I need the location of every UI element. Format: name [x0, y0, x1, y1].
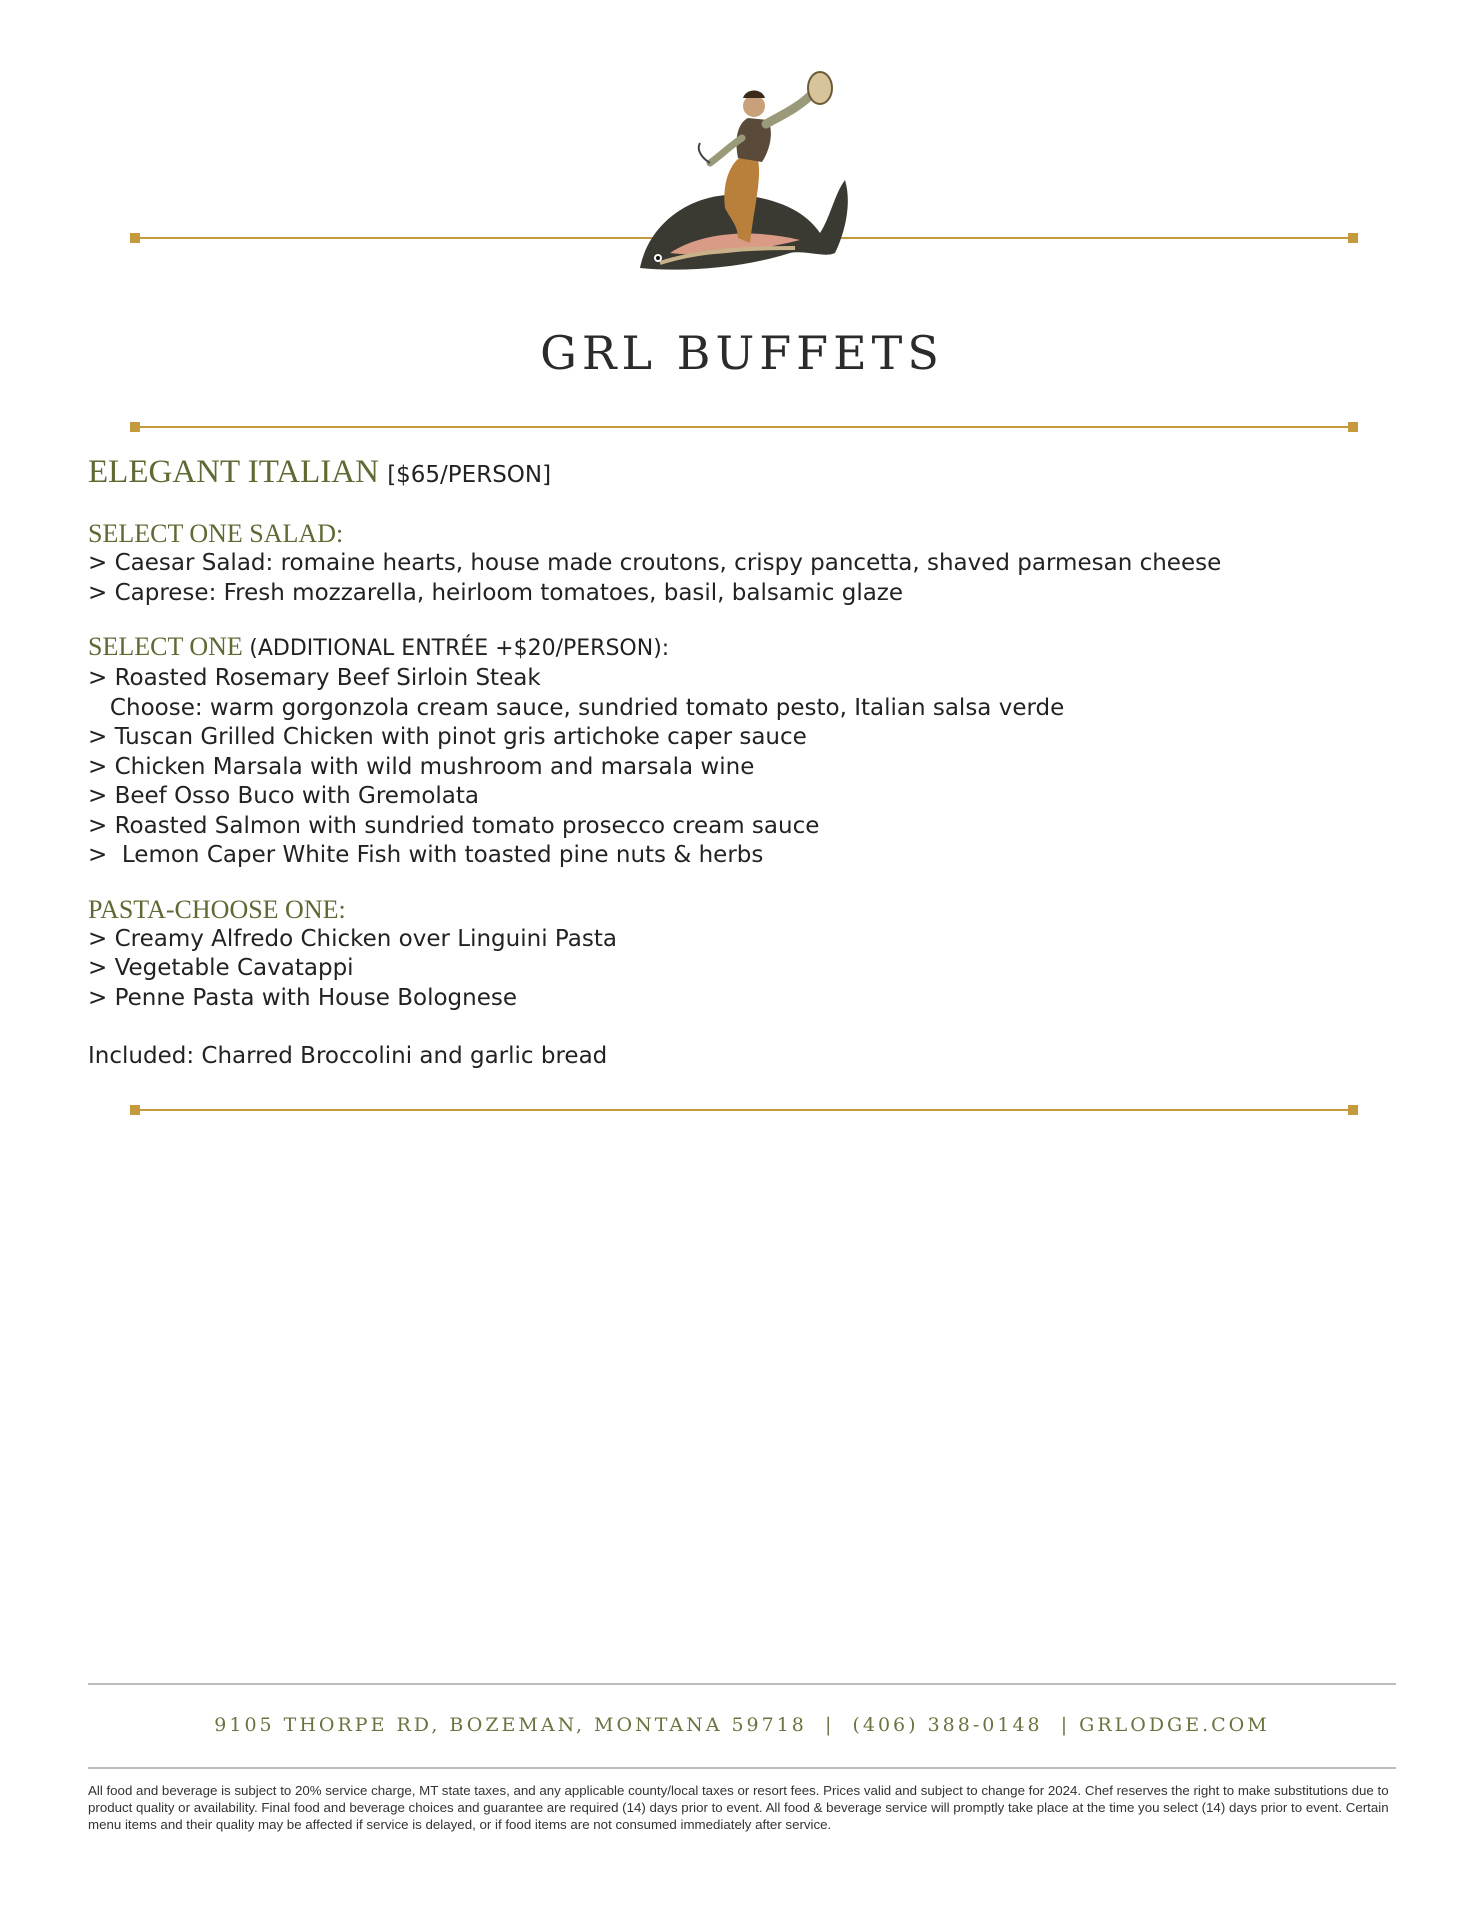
included-note: Included: Charred Broccolini and garlic bread: [88, 1043, 608, 1069]
footer-divider-top: [88, 1683, 1396, 1685]
cowboy-riding-trout-logo: [630, 68, 860, 278]
list-item: > Tuscan Grilled Chicken with pinot gris artichoke caper sauce: [88, 724, 807, 750]
list-item: > Chicken Marsala with wild mushroom and marsala wine: [88, 753, 755, 780]
list-item: > Roasted Rosemary Beef Sirloin Steak: [88, 665, 541, 691]
footer-disclaimer: All food and beverage is subject to 20% service charge, MT state taxes, and any applicable county/local taxes or resort fees. Prices valid and subject to change for 2024. Chef reserves the right to make substitutions due to product quality or availability. Final food and beverage choices and guarantee are required (14) days prior to event. All food & beverage service will promptly take place at the time you select (14) days prior to event. Certain menu items and their quality may be affected if service is delayed, or if food items are not consumed immediately after service.: [88, 1783, 1389, 1832]
footer-address: 9105 THORPE RD, BOZEMAN, MONTANA 59718 | (406) 388-0148 | GRLODGE.COM: [214, 1714, 1270, 1736]
list-item: > Caprese: Fresh mozzarella, heirloom tomatoes, basil, balsamic glaze: [88, 579, 904, 606]
entree-list: [88, 664, 1388, 871]
entree-heading: [88, 632, 1388, 664]
list-item: > Caesar Salad: romaine hearts, house made croutons, crispy pancetta, shaved parmesan cheese: [88, 550, 1222, 576]
pasta-heading: PASTA-CHOOSE ONE:: [88, 894, 346, 924]
bottom-rule: [132, 1109, 1356, 1111]
menu-name: ELEGANT ITALIAN: [88, 454, 379, 490]
list-item: > Penne Pasta with House Bolognese: [88, 984, 518, 1011]
list-item: > Vegetable Cavatappi: [88, 955, 354, 981]
list-item: > Creamy Alfredo Chicken over Linguini Pasta: [88, 925, 617, 952]
salad-list: [88, 549, 1388, 608]
entree-heading-label: SELECT ONE: [88, 632, 243, 661]
list-item: Choose: warm gorgonzola cream sauce, sundried tomato pesto, Italian salsa verde: [88, 694, 1065, 721]
menu-content: [88, 452, 1388, 1071]
menu-price: [$65/PERSON]: [387, 462, 552, 488]
page-title: GRL BUFFETS: [540, 326, 944, 380]
title-rule: [132, 426, 1356, 428]
list-item: > Roasted Salmon with sundried tomato prosecco cream sauce: [88, 812, 820, 839]
list-item: > Beef Osso Buco with Gremolata: [88, 783, 480, 809]
entree-heading-note: (ADDITIONAL ENTRÉE +$20/PERSON):: [249, 636, 670, 661]
salad-heading: SELECT ONE SALAD:: [88, 519, 344, 548]
footer-divider-bottom: [88, 1767, 1396, 1769]
menu-name-heading: [88, 452, 1388, 495]
list-item: > Lemon Caper White Fish with toasted pine nuts & herbs: [88, 842, 764, 868]
pasta-list: [88, 925, 1388, 1014]
